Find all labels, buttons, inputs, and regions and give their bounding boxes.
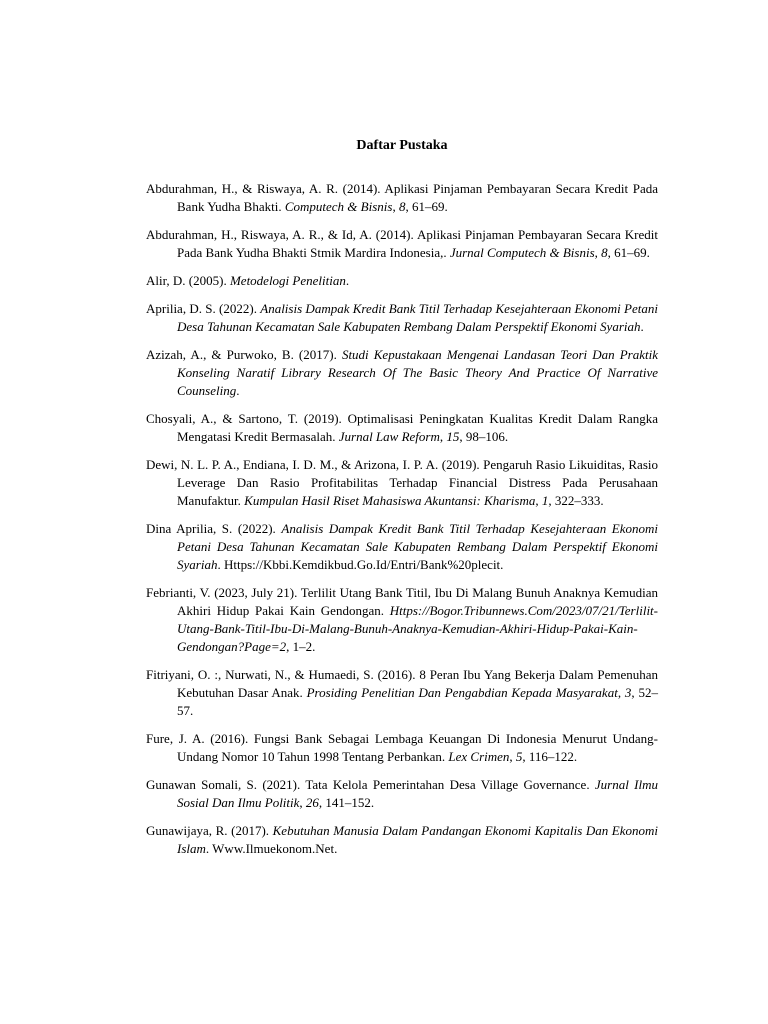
reference-source-title: Kebutuhan Manusia Dalam Pandangan Ekonomi Kapitalis Dan Ekonomi Islam [177, 823, 659, 856]
reference-separator: , [617, 685, 625, 700]
reference-entry [146, 520, 658, 574]
reference-tail: , 61–69. [405, 199, 448, 214]
reference-tail: , 141–152. [318, 795, 375, 810]
reference-source-title: Studi Kepustakaan Mengenai Landasan Teori Dan Praktik Konseling Naratif Library Research Of The Basic Theory And Practice Of Narrative Counseling [177, 347, 658, 398]
reference-text: Dewi, N. L. P. A., Endiana, I. D. M., & Arizona, I. P. A. (2019). Pengaruh Rasio Likuiditas, Rasio Leverage Dan Rasio Profitabilitas Terhadap Financial Distress Pada Perusahaan Manufaktur. [146, 457, 658, 508]
reference-list [146, 180, 658, 868]
reference-entry [146, 822, 658, 858]
reference-text: Gunawijaya, R. (2017). [146, 823, 273, 838]
reference-tail: , 116–122. [522, 749, 578, 764]
reference-source-title: Jurnal Law Reform [338, 429, 440, 444]
reference-entry [146, 584, 658, 656]
reference-volume: 8 [601, 245, 608, 260]
reference-entry [146, 272, 658, 290]
page-title: Daftar Pustaka [356, 138, 448, 153]
reference-volume: 26 [305, 795, 319, 810]
reference-separator: , [299, 795, 306, 810]
reference-source-title: Computech & Bisnis [284, 199, 393, 214]
reference-text: Abdurahman, H., & Riswaya, A. R. (2014). Aplikasi Pinjaman Pembayaran Secara Kredit Pada Bank Yudha Bhakti. [146, 181, 658, 214]
reference-entry [146, 180, 658, 216]
reference-text: Azizah, A., & Purwoko, B. (2017). [146, 347, 342, 362]
reference-entry [146, 410, 658, 446]
reference-entry [146, 730, 658, 766]
reference-source-title: Metodelogi Penelitian [229, 273, 346, 288]
reference-tail: . Www.Ilmuekonom.Net. [205, 841, 338, 856]
reference-separator: , [439, 429, 447, 444]
reference-tail: , 1–2. [286, 639, 316, 654]
reference-source-title: Jurnal Computech & Bisnis [449, 245, 595, 260]
reference-entry [146, 346, 658, 400]
reference-text: Abdurahman, H., Riswaya, A. R., & Id, A. (2014). Aplikasi Pinjaman Pembayaran Secara Kredit Pada Bank Yudha Bhakti Stmik Mardira Indonesia,. [146, 227, 658, 260]
reference-entry [146, 456, 658, 510]
reference-tail: , 52–57. [177, 685, 659, 718]
reference-source-title: Prosiding Penelitian Dan Pengabdian Kepada Masyarakat [306, 685, 618, 700]
reference-text: Dina Aprilia, S. (2022). [146, 521, 282, 536]
reference-tail: . [236, 383, 240, 398]
reference-source-title: Analisis Dampak Kredit Bank Titil Terhadap Kesejahteraan Ekonomi Petani Desa Tahunan Kecamatan Sale Kabupaten Rembang Dalam Perspektif Ekonomi Syariah [177, 521, 658, 572]
reference-tail: , 322–333. [548, 493, 604, 508]
reference-text: Gunawan Somali, S. (2021). Tata Kelola Pemerintahan Desa Village Governance. [146, 777, 595, 792]
reference-separator: , [509, 749, 516, 764]
reference-tail: . [345, 273, 350, 288]
reference-text: Aprilia, D. S. (2022). [146, 301, 261, 316]
reference-volume: 1 [541, 493, 549, 508]
reference-volume: 3 [624, 685, 632, 700]
reference-text: Alir, D. (2005). [146, 273, 230, 288]
reference-entry [146, 300, 658, 336]
reference-tail: , 98–106. [459, 429, 509, 444]
reference-entry [146, 666, 658, 720]
reference-volume: 5 [515, 749, 523, 764]
reference-separator: , [535, 493, 542, 508]
reference-volume: 15 [446, 429, 460, 444]
reference-entry [146, 776, 658, 812]
reference-source-title: Jurnal Ilmu Sosial Dan Ilmu Politik [177, 777, 658, 810]
reference-separator: , [594, 245, 602, 260]
reference-separator: , [392, 199, 399, 214]
reference-tail: , 61–69. [607, 245, 650, 260]
reference-text: Febrianti, V. (2023, July 21). Terlilit Utang Bank Titil, Ibu Di Malang Bunuh Anaknya Kemudian Akhiri Hidup Pakai Kain Gendongan. [146, 585, 658, 618]
reference-text: Fure, J. A. (2016). Fungsi Bank Sebagai Lembaga Keuangan Di Indonesia Menurut Undang-Undang Nomor 10 Tahun 1998 Tentang Perbankan. [146, 731, 658, 764]
reference-source-title: Kumpulan Hasil Riset Mahasiswa Akuntansi: Kharisma [244, 493, 536, 508]
reference-tail: . [640, 319, 644, 334]
reference-tail: . Https://Kbbi.Kemdikbud.Go.Id/Entri/Bank%20plecit. [217, 557, 504, 572]
reference-entry [146, 226, 658, 262]
reference-source-title: Lex Crimen [448, 749, 510, 764]
reference-volume: 8 [398, 199, 406, 214]
reference-text: Chosyali, A., & Sartono, T. (2019). Optimalisasi Peningkatan Kualitas Kredit Dalam Rangka Mengatasi Kredit Bermasalah. [146, 411, 658, 444]
reference-source-title: Https://Bogor.Tribunnews.Com/2023/07/21/Terlilit-Utang-Bank-Titil-Ibu-Di-Malang-Bunuh-Anaknya-Kemudian-Akhiri-Hidup-Pakai-Kain-Gendongan?Page=2 [177, 603, 658, 654]
reference-source-title: Analisis Dampak Kredit Bank Titil Terhadap Kesejahteraan Ekonomi Petani Desa Tahunan Kecamatan Sale Kabupaten Rembang Dalam Perspektif Ekonomi Syariah [177, 301, 658, 334]
reference-text: Fitriyani, O. :, Nurwati, N., & Humaedi, S. (2016). 8 Peran Ibu Yang Bekerja Dalam Pemenuhan Kebutuhan Dasar Anak. [146, 667, 658, 700]
